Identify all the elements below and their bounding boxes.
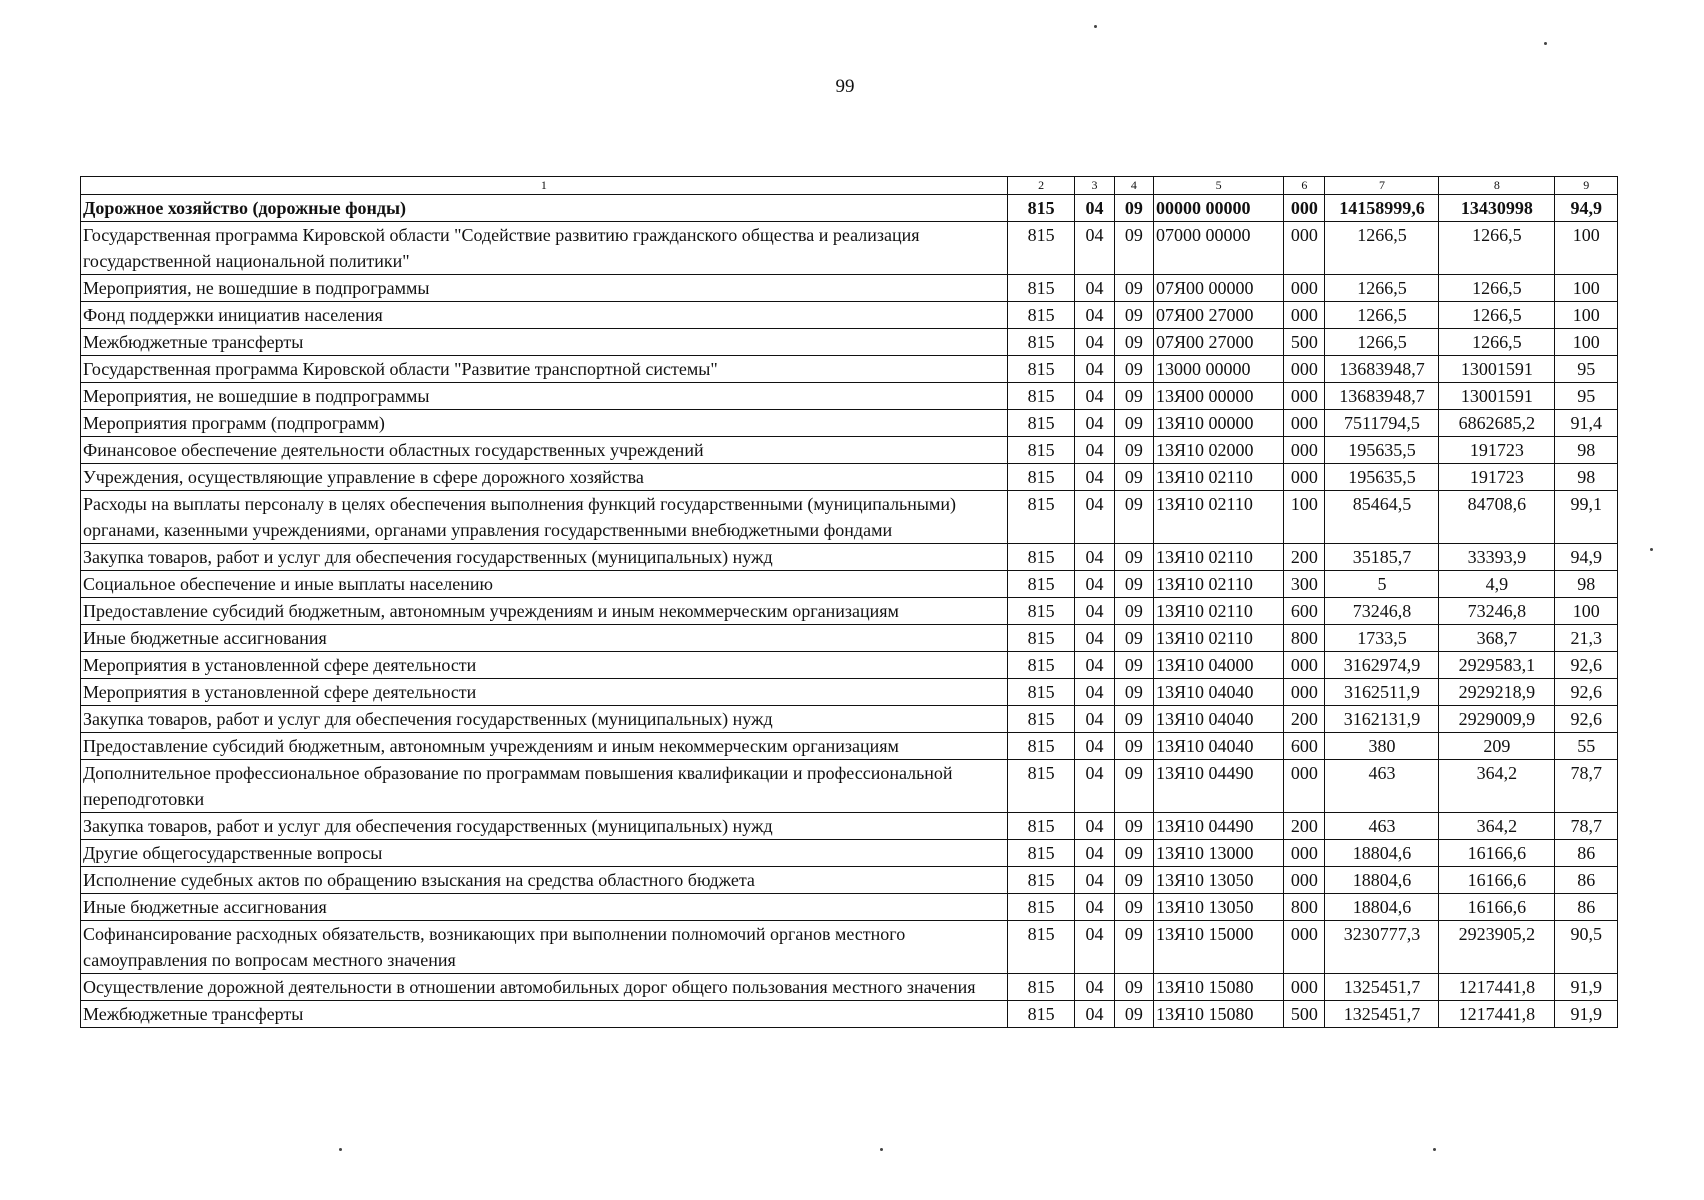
row-ved-code: 815 — [1007, 383, 1075, 410]
row-expense-type: 000 — [1284, 437, 1325, 464]
row-planned-amount: 1266,5 — [1325, 302, 1439, 329]
row-section-code: 04 — [1075, 625, 1114, 652]
header-col-3: 3 — [1075, 177, 1114, 195]
row-ved-code: 815 — [1007, 302, 1075, 329]
row-actual-amount: 209 — [1439, 733, 1555, 760]
row-target-article: 13Я10 15000 — [1154, 921, 1284, 974]
row-planned-amount: 1325451,7 — [1325, 974, 1439, 1001]
row-subsection-code: 09 — [1114, 302, 1153, 329]
row-section-code: 04 — [1075, 383, 1114, 410]
row-target-article: 13Я10 04040 — [1154, 706, 1284, 733]
row-name: Мероприятия в установленной сфере деятельности — [81, 652, 1008, 679]
row-actual-amount: 13001591 — [1439, 383, 1555, 410]
row-target-article: 13Я10 04490 — [1154, 760, 1284, 813]
row-subsection-code: 09 — [1114, 894, 1153, 921]
row-planned-amount: 1266,5 — [1325, 275, 1439, 302]
row-expense-type: 000 — [1284, 840, 1325, 867]
row-section-code: 04 — [1075, 598, 1114, 625]
row-execution-percent: 98 — [1555, 464, 1618, 491]
row-subsection-code: 09 — [1114, 275, 1153, 302]
row-expense-type: 000 — [1284, 760, 1325, 813]
table-row — [81, 464, 1618, 491]
table-row — [81, 760, 1618, 813]
row-target-article: 13Я10 13050 — [1154, 867, 1284, 894]
row-expense-type: 000 — [1284, 410, 1325, 437]
row-section-code: 04 — [1075, 1001, 1114, 1028]
row-target-article: 13Я00 00000 — [1154, 383, 1284, 410]
row-execution-percent: 92,6 — [1555, 652, 1618, 679]
row-name: Исполнение судебных актов по обращению взыскания на средства областного бюджета — [81, 867, 1008, 894]
row-ved-code: 815 — [1007, 356, 1075, 383]
row-expense-type: 500 — [1284, 1001, 1325, 1028]
scan-speck — [1094, 25, 1097, 28]
row-actual-amount: 13001591 — [1439, 356, 1555, 383]
row-ved-code: 815 — [1007, 464, 1075, 491]
row-expense-type: 800 — [1284, 894, 1325, 921]
row-subsection-code: 09 — [1114, 652, 1153, 679]
row-subsection-code: 09 — [1114, 222, 1153, 275]
row-name: Другие общегосударственные вопросы — [81, 840, 1008, 867]
row-expense-type: 000 — [1284, 867, 1325, 894]
row-execution-percent: 98 — [1555, 571, 1618, 598]
row-section-code: 04 — [1075, 302, 1114, 329]
row-execution-percent: 95 — [1555, 383, 1618, 410]
row-name: Фонд поддержки инициатив населения — [81, 302, 1008, 329]
table-row — [81, 867, 1618, 894]
row-actual-amount: 6862685,2 — [1439, 410, 1555, 437]
row-target-article: 13Я10 15080 — [1154, 1001, 1284, 1028]
table-row — [81, 437, 1618, 464]
scan-speck — [339, 1148, 342, 1151]
row-ved-code: 815 — [1007, 867, 1075, 894]
row-name: Мероприятия, не вошедшие в подпрограммы — [81, 383, 1008, 410]
row-name: Учреждения, осуществляющие управление в сфере дорожного хозяйства — [81, 464, 1008, 491]
row-ved-code: 815 — [1007, 329, 1075, 356]
table-header-row — [81, 177, 1618, 195]
row-planned-amount: 1325451,7 — [1325, 1001, 1439, 1028]
row-expense-type: 000 — [1284, 222, 1325, 275]
row-expense-type: 200 — [1284, 706, 1325, 733]
row-target-article: 13Я10 04040 — [1154, 679, 1284, 706]
row-expense-type: 200 — [1284, 544, 1325, 571]
row-target-article: 13Я10 04000 — [1154, 652, 1284, 679]
row-ved-code: 815 — [1007, 544, 1075, 571]
header-col-8: 8 — [1439, 177, 1555, 195]
row-name: Мероприятия в установленной сфере деятельности — [81, 679, 1008, 706]
table-row — [81, 652, 1618, 679]
row-section-code: 04 — [1075, 760, 1114, 813]
table-row — [81, 625, 1618, 652]
row-target-article: 13Я10 02110 — [1154, 571, 1284, 598]
row-name: Иные бюджетные ассигнования — [81, 625, 1008, 652]
row-actual-amount: 84708,6 — [1439, 491, 1555, 544]
row-name: Дополнительное профессиональное образование по программам повышения квалификации и профессиональной переподготовки — [81, 760, 1008, 813]
row-subsection-code: 09 — [1114, 921, 1153, 974]
row-planned-amount: 380 — [1325, 733, 1439, 760]
row-ved-code: 815 — [1007, 760, 1075, 813]
row-actual-amount: 13430998 — [1439, 195, 1555, 222]
row-name: Иные бюджетные ассигнования — [81, 894, 1008, 921]
header-col-4: 4 — [1114, 177, 1153, 195]
row-actual-amount: 16166,6 — [1439, 894, 1555, 921]
table-row — [81, 894, 1618, 921]
row-section-code: 04 — [1075, 894, 1114, 921]
row-expense-type: 000 — [1284, 275, 1325, 302]
row-section-code: 04 — [1075, 679, 1114, 706]
table-row — [81, 813, 1618, 840]
row-actual-amount: 1266,5 — [1439, 275, 1555, 302]
row-name: Дорожное хозяйство (дорожные фонды) — [81, 195, 1008, 222]
row-name: Мероприятия программ (подпрограмм) — [81, 410, 1008, 437]
row-section-code: 04 — [1075, 733, 1114, 760]
row-section-code: 04 — [1075, 491, 1114, 544]
row-target-article: 13Я10 04040 — [1154, 733, 1284, 760]
row-subsection-code: 09 — [1114, 760, 1153, 813]
table-row — [81, 410, 1618, 437]
row-section-code: 04 — [1075, 464, 1114, 491]
row-name: Софинансирование расходных обязательств, возникающих при выполнении полномочий органов местного самоуправления по вопросам местного значения — [81, 921, 1008, 974]
scan-speck — [1544, 42, 1547, 45]
row-ved-code: 815 — [1007, 679, 1075, 706]
row-subsection-code: 09 — [1114, 867, 1153, 894]
row-planned-amount: 18804,6 — [1325, 840, 1439, 867]
page-number: 99 — [835, 76, 855, 97]
row-target-article: 13Я10 00000 — [1154, 410, 1284, 437]
row-target-article: 07Я00 27000 — [1154, 302, 1284, 329]
row-actual-amount: 364,2 — [1439, 813, 1555, 840]
row-planned-amount: 85464,5 — [1325, 491, 1439, 544]
row-actual-amount: 364,2 — [1439, 760, 1555, 813]
row-ved-code: 815 — [1007, 921, 1075, 974]
row-planned-amount: 195635,5 — [1325, 464, 1439, 491]
row-expense-type: 000 — [1284, 383, 1325, 410]
row-name: Закупка товаров, работ и услуг для обеспечения государственных (муниципальных) нужд — [81, 813, 1008, 840]
row-ved-code: 815 — [1007, 491, 1075, 544]
row-actual-amount: 1217441,8 — [1439, 1001, 1555, 1028]
row-target-article: 13Я10 02110 — [1154, 491, 1284, 544]
row-execution-percent: 55 — [1555, 733, 1618, 760]
row-subsection-code: 09 — [1114, 491, 1153, 544]
table-row — [81, 275, 1618, 302]
table-row — [81, 974, 1618, 1001]
table-row — [81, 733, 1618, 760]
row-execution-percent: 90,5 — [1555, 921, 1618, 974]
row-expense-type: 300 — [1284, 571, 1325, 598]
header-col-7: 7 — [1325, 177, 1439, 195]
row-target-article: 13Я10 15080 — [1154, 974, 1284, 1001]
row-name: Предоставление субсидий бюджетным, автономным учреждениям и иным некоммерческим организациям — [81, 598, 1008, 625]
row-ved-code: 815 — [1007, 1001, 1075, 1028]
row-target-article: 13Я10 02110 — [1154, 598, 1284, 625]
row-execution-percent: 100 — [1555, 222, 1618, 275]
header-col-1: 1 — [81, 177, 1008, 195]
scan-speck — [880, 1148, 883, 1151]
row-subsection-code: 09 — [1114, 706, 1153, 733]
row-subsection-code: 09 — [1114, 383, 1153, 410]
row-actual-amount: 2929583,1 — [1439, 652, 1555, 679]
row-section-code: 04 — [1075, 222, 1114, 275]
row-planned-amount: 5 — [1325, 571, 1439, 598]
row-ved-code: 815 — [1007, 974, 1075, 1001]
row-execution-percent: 21,3 — [1555, 625, 1618, 652]
scan-speck — [1433, 1148, 1436, 1151]
row-section-code: 04 — [1075, 437, 1114, 464]
row-execution-percent: 98 — [1555, 437, 1618, 464]
row-ved-code: 815 — [1007, 195, 1075, 222]
row-planned-amount: 3230777,3 — [1325, 921, 1439, 974]
row-planned-amount: 35185,7 — [1325, 544, 1439, 571]
row-planned-amount: 1266,5 — [1325, 222, 1439, 275]
row-planned-amount: 1733,5 — [1325, 625, 1439, 652]
table-row — [81, 195, 1618, 222]
row-ved-code: 815 — [1007, 275, 1075, 302]
row-execution-percent: 86 — [1555, 840, 1618, 867]
row-target-article: 13Я10 02110 — [1154, 464, 1284, 491]
row-execution-percent: 91,9 — [1555, 974, 1618, 1001]
row-expense-type: 000 — [1284, 921, 1325, 974]
table-row — [81, 571, 1618, 598]
header-col-9: 9 — [1555, 177, 1618, 195]
row-execution-percent: 100 — [1555, 329, 1618, 356]
row-planned-amount: 13683948,7 — [1325, 356, 1439, 383]
table-row — [81, 544, 1618, 571]
row-name: Закупка товаров, работ и услуг для обеспечения государственных (муниципальных) нужд — [81, 706, 1008, 733]
row-planned-amount: 3162974,9 — [1325, 652, 1439, 679]
row-planned-amount: 3162511,9 — [1325, 679, 1439, 706]
row-target-article: 07000 00000 — [1154, 222, 1284, 275]
row-actual-amount: 16166,6 — [1439, 840, 1555, 867]
row-target-article: 13Я10 13050 — [1154, 894, 1284, 921]
table-row — [81, 329, 1618, 356]
table-row — [81, 302, 1618, 329]
row-name: Закупка товаров, работ и услуг для обеспечения государственных (муниципальных) нужд — [81, 544, 1008, 571]
row-actual-amount: 2923905,2 — [1439, 921, 1555, 974]
table-row — [81, 679, 1618, 706]
row-actual-amount: 191723 — [1439, 437, 1555, 464]
table-row — [81, 356, 1618, 383]
row-planned-amount: 1266,5 — [1325, 329, 1439, 356]
row-expense-type: 000 — [1284, 356, 1325, 383]
row-section-code: 04 — [1075, 652, 1114, 679]
row-name: Предоставление субсидий бюджетным, автономным учреждениям и иным некоммерческим организациям — [81, 733, 1008, 760]
table-row — [81, 706, 1618, 733]
row-actual-amount: 368,7 — [1439, 625, 1555, 652]
row-target-article: 13Я10 13000 — [1154, 840, 1284, 867]
row-expense-type: 500 — [1284, 329, 1325, 356]
row-section-code: 04 — [1075, 571, 1114, 598]
row-subsection-code: 09 — [1114, 437, 1153, 464]
row-expense-type: 600 — [1284, 598, 1325, 625]
row-execution-percent: 78,7 — [1555, 813, 1618, 840]
row-actual-amount: 2929218,9 — [1439, 679, 1555, 706]
row-ved-code: 815 — [1007, 571, 1075, 598]
table-row — [81, 491, 1618, 544]
row-subsection-code: 09 — [1114, 679, 1153, 706]
row-planned-amount: 195635,5 — [1325, 437, 1439, 464]
row-execution-percent: 92,6 — [1555, 679, 1618, 706]
table-row — [81, 598, 1618, 625]
row-section-code: 04 — [1075, 706, 1114, 733]
row-expense-type: 000 — [1284, 195, 1325, 222]
row-ved-code: 815 — [1007, 652, 1075, 679]
row-subsection-code: 09 — [1114, 625, 1153, 652]
row-expense-type: 000 — [1284, 652, 1325, 679]
row-execution-percent: 95 — [1555, 356, 1618, 383]
row-expense-type: 000 — [1284, 974, 1325, 1001]
row-section-code: 04 — [1075, 410, 1114, 437]
row-ved-code: 815 — [1007, 706, 1075, 733]
row-planned-amount: 14158999,6 — [1325, 195, 1439, 222]
row-ved-code: 815 — [1007, 410, 1075, 437]
row-actual-amount: 4,9 — [1439, 571, 1555, 598]
row-expense-type: 200 — [1284, 813, 1325, 840]
row-subsection-code: 09 — [1114, 329, 1153, 356]
row-ved-code: 815 — [1007, 813, 1075, 840]
row-section-code: 04 — [1075, 275, 1114, 302]
row-name: Мероприятия, не вошедшие в подпрограммы — [81, 275, 1008, 302]
row-subsection-code: 09 — [1114, 464, 1153, 491]
row-subsection-code: 09 — [1114, 195, 1153, 222]
row-subsection-code: 09 — [1114, 544, 1153, 571]
row-ved-code: 815 — [1007, 598, 1075, 625]
row-execution-percent: 100 — [1555, 302, 1618, 329]
row-name: Финансовое обеспечение деятельности областных государственных учреждений — [81, 437, 1008, 464]
row-section-code: 04 — [1075, 356, 1114, 383]
row-expense-type: 000 — [1284, 464, 1325, 491]
row-actual-amount: 33393,9 — [1439, 544, 1555, 571]
row-planned-amount: 73246,8 — [1325, 598, 1439, 625]
row-subsection-code: 09 — [1114, 410, 1153, 437]
row-planned-amount: 463 — [1325, 760, 1439, 813]
row-section-code: 04 — [1075, 329, 1114, 356]
row-ved-code: 815 — [1007, 437, 1075, 464]
header-col-6: 6 — [1284, 177, 1325, 195]
header-col-2: 2 — [1007, 177, 1075, 195]
row-planned-amount: 463 — [1325, 813, 1439, 840]
row-subsection-code: 09 — [1114, 840, 1153, 867]
row-ved-code: 815 — [1007, 840, 1075, 867]
row-section-code: 04 — [1075, 974, 1114, 1001]
row-actual-amount: 73246,8 — [1439, 598, 1555, 625]
row-ved-code: 815 — [1007, 222, 1075, 275]
row-target-article: 13000 00000 — [1154, 356, 1284, 383]
row-actual-amount: 1266,5 — [1439, 302, 1555, 329]
row-target-article: 13Я10 04490 — [1154, 813, 1284, 840]
row-execution-percent: 92,6 — [1555, 706, 1618, 733]
row-execution-percent: 86 — [1555, 894, 1618, 921]
row-execution-percent: 78,7 — [1555, 760, 1618, 813]
row-section-code: 04 — [1075, 867, 1114, 894]
row-expense-type: 800 — [1284, 625, 1325, 652]
row-target-article: 13Я10 02110 — [1154, 544, 1284, 571]
row-section-code: 04 — [1075, 813, 1114, 840]
row-subsection-code: 09 — [1114, 1001, 1153, 1028]
row-execution-percent: 91,9 — [1555, 1001, 1618, 1028]
row-planned-amount: 13683948,7 — [1325, 383, 1439, 410]
row-execution-percent: 100 — [1555, 275, 1618, 302]
row-subsection-code: 09 — [1114, 974, 1153, 1001]
header-col-5: 5 — [1154, 177, 1284, 195]
row-expense-type: 100 — [1284, 491, 1325, 544]
row-name: Государственная программа Кировской области "Содействие развитию гражданского общества и реализация государственной национальной политики" — [81, 222, 1008, 275]
row-section-code: 04 — [1075, 921, 1114, 974]
row-ved-code: 815 — [1007, 625, 1075, 652]
row-section-code: 04 — [1075, 195, 1114, 222]
row-execution-percent: 86 — [1555, 867, 1618, 894]
row-name: Межбюджетные трансферты — [81, 1001, 1008, 1028]
row-execution-percent: 94,9 — [1555, 195, 1618, 222]
row-subsection-code: 09 — [1114, 733, 1153, 760]
row-planned-amount: 7511794,5 — [1325, 410, 1439, 437]
row-actual-amount: 1266,5 — [1439, 329, 1555, 356]
row-subsection-code: 09 — [1114, 813, 1153, 840]
table-row — [81, 222, 1618, 275]
row-subsection-code: 09 — [1114, 356, 1153, 383]
row-execution-percent: 91,4 — [1555, 410, 1618, 437]
row-ved-code: 815 — [1007, 894, 1075, 921]
row-name: Государственная программа Кировской области "Развитие транспортной системы" — [81, 356, 1008, 383]
row-expense-type: 000 — [1284, 302, 1325, 329]
row-name: Социальное обеспечение и иные выплаты населению — [81, 571, 1008, 598]
row-target-article: 07Я00 27000 — [1154, 329, 1284, 356]
row-target-article: 13Я10 02000 — [1154, 437, 1284, 464]
row-ved-code: 815 — [1007, 733, 1075, 760]
row-target-article: 07Я00 00000 — [1154, 275, 1284, 302]
row-name: Межбюджетные трансферты — [81, 329, 1008, 356]
row-target-article: 00000 00000 — [1154, 195, 1284, 222]
row-actual-amount: 1266,5 — [1439, 222, 1555, 275]
row-expense-type: 600 — [1284, 733, 1325, 760]
row-execution-percent: 94,9 — [1555, 544, 1618, 571]
row-name: Осуществление дорожной деятельности в отношении автомобильных дорог общего пользования местного значения — [81, 974, 1008, 1001]
row-expense-type: 000 — [1284, 679, 1325, 706]
row-actual-amount: 191723 — [1439, 464, 1555, 491]
table-row — [81, 840, 1618, 867]
budget-table — [80, 176, 1618, 1028]
table-body — [81, 195, 1618, 1028]
row-planned-amount: 18804,6 — [1325, 894, 1439, 921]
row-subsection-code: 09 — [1114, 598, 1153, 625]
table-row — [81, 921, 1618, 974]
row-actual-amount: 16166,6 — [1439, 867, 1555, 894]
row-planned-amount: 3162131,9 — [1325, 706, 1439, 733]
row-target-article: 13Я10 02110 — [1154, 625, 1284, 652]
row-subsection-code: 09 — [1114, 571, 1153, 598]
row-section-code: 04 — [1075, 840, 1114, 867]
row-section-code: 04 — [1075, 544, 1114, 571]
row-name: Расходы на выплаты персоналу в целях обеспечения выполнения функций государственными (муниципальными) органами, казенными учреждениями, органами управления государственными внебюджетными фондами — [81, 491, 1008, 544]
row-execution-percent: 99,1 — [1555, 491, 1618, 544]
row-actual-amount: 2929009,9 — [1439, 706, 1555, 733]
row-planned-amount: 18804,6 — [1325, 867, 1439, 894]
table-row — [81, 1001, 1618, 1028]
row-actual-amount: 1217441,8 — [1439, 974, 1555, 1001]
table-row — [81, 383, 1618, 410]
scan-speck — [1650, 548, 1653, 551]
row-execution-percent: 100 — [1555, 598, 1618, 625]
